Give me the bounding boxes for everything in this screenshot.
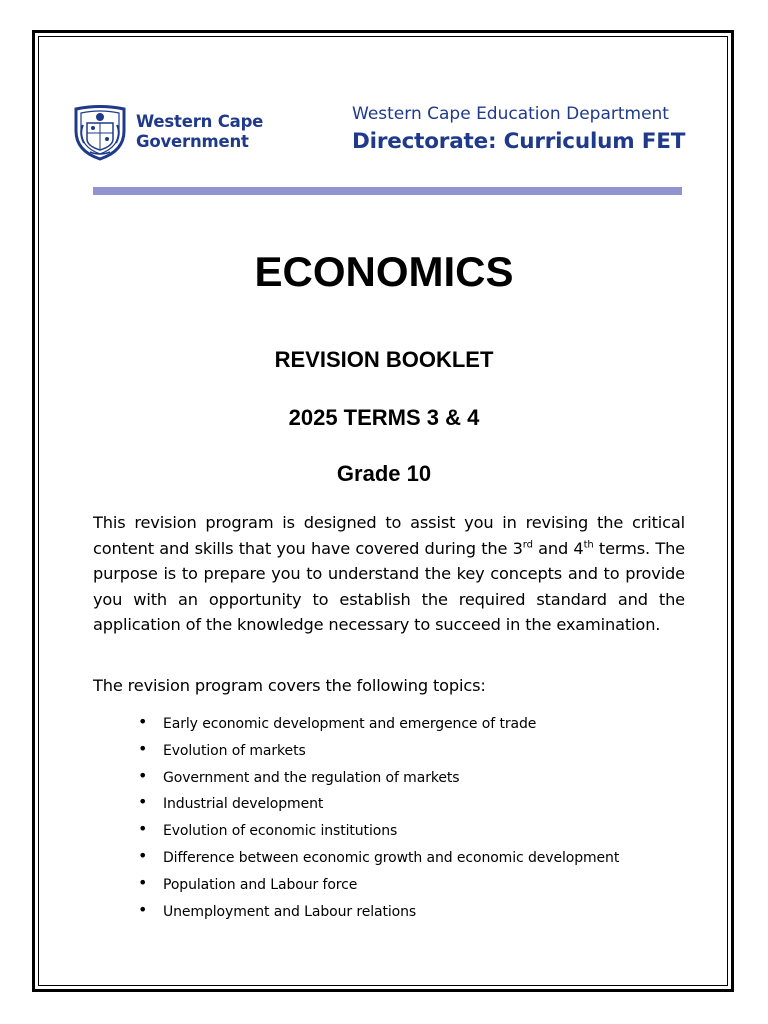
grade-heading: Grade 10 bbox=[336, 461, 432, 486]
logo-text bbox=[136, 112, 263, 152]
intro-text-3: terms. The purpose is to prepare you to understand the key concepts and to provide you with an opportunity to establish the required standard and the application of the knowledge necessary to succeed in the examination. bbox=[93, 538, 685, 634]
intro-sup-th: th bbox=[583, 539, 594, 551]
coat-of-arms-icon bbox=[70, 103, 130, 161]
department-name: Western Cape Education Department bbox=[352, 104, 669, 124]
terms-heading: 2025 TERMS 3 & 4 bbox=[288, 405, 480, 430]
bullet-icon: • bbox=[138, 765, 148, 785]
logo-line-1: Western Cape bbox=[136, 112, 264, 131]
directorate-name: Directorate: Curriculum FET bbox=[352, 129, 686, 154]
bullet-icon: • bbox=[138, 819, 148, 839]
list-item bbox=[138, 765, 619, 792]
list-item bbox=[138, 711, 619, 738]
list-item bbox=[138, 818, 619, 845]
list-item bbox=[138, 872, 619, 899]
list-item bbox=[138, 738, 619, 765]
bullet-icon: • bbox=[138, 712, 148, 731]
intro-sup-rd: rd bbox=[522, 539, 533, 551]
topic-label: Government and the regulation of markets bbox=[163, 769, 460, 786]
intro-text-1: This revision program is designed to assist you in revising the critical content and skills that you have covered during the 3 bbox=[93, 513, 685, 558]
booklet-subtitle: REVISION BOOKLET bbox=[274, 347, 494, 372]
topics-intro: The revision program covers the following topics: bbox=[93, 676, 486, 695]
header-right bbox=[352, 103, 685, 156]
topic-label: Early economic development and emergence of trade bbox=[163, 716, 537, 732]
intro-text-2: and 4 bbox=[532, 538, 584, 558]
logo-line-2: Government bbox=[136, 132, 249, 151]
bullet-icon: • bbox=[138, 792, 148, 812]
bullet-icon: • bbox=[138, 845, 148, 865]
topic-label: Population and Labour force bbox=[163, 876, 358, 893]
topic-label: Industrial development bbox=[163, 796, 324, 813]
bullet-icon: • bbox=[138, 872, 148, 892]
topic-label: Evolution of markets bbox=[163, 742, 306, 759]
list-item bbox=[138, 845, 619, 872]
page-title: ECONOMICS bbox=[254, 248, 514, 295]
list-item bbox=[138, 899, 619, 926]
topic-label: Difference between economic growth and economic development bbox=[163, 849, 620, 866]
topics-list bbox=[138, 711, 619, 925]
header-divider bbox=[93, 187, 682, 195]
topic-label: Unemployment and Labour relations bbox=[163, 903, 417, 920]
intro-paragraph bbox=[93, 510, 685, 638]
bullet-icon: • bbox=[138, 899, 148, 919]
bullet-icon: • bbox=[138, 738, 148, 758]
topic-label: Evolution of economic institutions bbox=[163, 823, 398, 840]
list-item bbox=[138, 791, 619, 818]
western-cape-government-logo bbox=[70, 103, 263, 161]
